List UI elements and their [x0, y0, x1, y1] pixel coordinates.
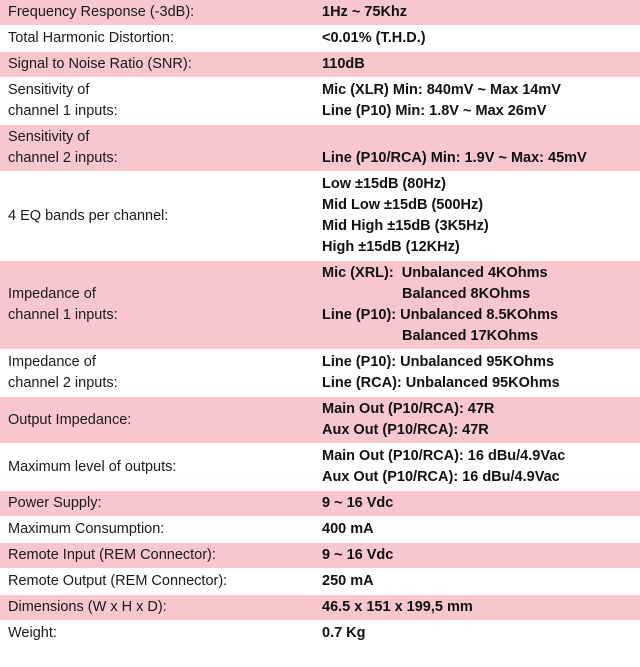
spec-value-line: 250 mA [322, 573, 374, 590]
spec-value-line: <0.01% (T.H.D.) [322, 30, 426, 47]
spec-value-line: 110dB [322, 56, 365, 73]
spec-label-cell [0, 172, 314, 261]
spec-label-cell [0, 26, 314, 52]
spec-value-line: 0.7 Kg [322, 625, 366, 642]
spec-value-line: Mid High ±15dB (3K5Hz) [322, 218, 489, 235]
spec-value-cell [314, 621, 640, 647]
spec-label-line: Sensitivity of [8, 82, 90, 99]
spec-value-line: 1Hz ~ 75Khz [322, 4, 408, 20]
spec-value-line: Balanced 17KOhms [402, 328, 539, 345]
spec-value-line: 9 ~ 16 Vdc [322, 547, 394, 564]
spec-label-line: Sensitivity of [8, 129, 90, 146]
spec-label-line: 4 EQ bands per channel: [8, 207, 169, 224]
spec-value-line: Mic (XRL): Unbalanced 4KOhms [322, 265, 548, 282]
table-row [0, 491, 640, 517]
spec-label-line: Impedance of [8, 354, 96, 371]
spec-value-cell [314, 517, 640, 543]
table-row [0, 397, 640, 444]
spec-label-cell [0, 517, 314, 543]
spec-value-line: Low ±15dB (80Hz) [322, 176, 446, 193]
table-row [0, 172, 640, 261]
spec-value-line: Mic (XLR) Min: 840mV ~ Max 14mV [322, 82, 561, 99]
spec-label-line: Dimensions (W x H x D): [8, 599, 167, 616]
spec-value-cell [314, 125, 640, 172]
table-row [0, 52, 640, 78]
table-row [0, 569, 640, 595]
spec-value-line: Line (P10): Unbalanced 95KOhms [322, 354, 555, 371]
spec-label-cell [0, 569, 314, 595]
spec-label-line: Weight: [8, 625, 57, 642]
spec-label-cell [0, 52, 314, 78]
spec-label-cell [0, 261, 314, 350]
spec-value-cell [314, 78, 640, 125]
spec-value-line: 400 mA [322, 521, 374, 538]
spec-label-cell [0, 543, 314, 569]
spec-label-line: channel 2 inputs: [8, 375, 118, 392]
spec-value-cell [314, 0, 640, 26]
spec-value-line: Line (P10/RCA) Min: 1.9V ~ Max: 45mV [322, 150, 587, 167]
spec-label-cell [0, 444, 314, 491]
spec-value-line: Mid Low ±15dB (500Hz) [322, 197, 484, 214]
spec-label-line: Maximum level of outputs: [8, 458, 177, 475]
table-row [0, 595, 640, 621]
spec-label-cell [0, 397, 314, 444]
spec-label-line: Power Supply: [8, 495, 102, 512]
table-row [0, 517, 640, 543]
spec-label-line: Frequency Response (-3dB): [8, 4, 195, 20]
spec-label-line: channel 1 inputs: [8, 103, 118, 120]
spec-label-cell [0, 78, 314, 125]
spec-value-line: Line (RCA): Unbalanced 95KOhms [322, 375, 560, 392]
table-row [0, 0, 640, 26]
spec-label-line: Remote Input (REM Connector): [8, 547, 216, 564]
spec-value-line: Balanced 8KOhms [402, 286, 531, 303]
spec-value-line: Line (P10): Unbalanced 8.5KOhms [322, 307, 559, 324]
spec-value-cell [314, 397, 640, 444]
spec-label-line: Remote Output (REM Connector): [8, 573, 228, 590]
spec-label-cell [0, 125, 314, 172]
spec-value-line: High ±15dB (12KHz) [322, 239, 460, 256]
spec-value-line: Main Out (P10/RCA): 16 dBu/4.9Vac [322, 448, 566, 465]
spec-value-cell [314, 491, 640, 517]
spec-label-cell [0, 491, 314, 517]
spec-label-cell [0, 0, 314, 26]
spec-value-cell [314, 261, 640, 350]
table-row [0, 621, 640, 647]
spec-value-line: Main Out (P10/RCA): 47R [322, 401, 495, 418]
spec-value-cell [314, 569, 640, 595]
table-row [0, 543, 640, 569]
spec-value-line: Aux Out (P10/RCA): 16 dBu/4.9Vac [322, 469, 560, 486]
table-row [0, 125, 640, 172]
spec-label-line: Total Harmonic Distortion: [8, 30, 174, 47]
spec-label-line: Output Impedance: [8, 411, 132, 428]
spec-value-line: 9 ~ 16 Vdc [322, 495, 394, 512]
spec-value-cell [314, 350, 640, 397]
spec-label-line: channel 1 inputs: [8, 307, 118, 324]
spec-value-line: 46.5 x 151 x 199,5 mm [322, 599, 473, 616]
spec-label-line: channel 2 inputs: [8, 150, 118, 167]
table-row [0, 444, 640, 491]
table-row [0, 261, 640, 350]
table-row [0, 78, 640, 125]
spec-label-cell [0, 350, 314, 397]
table-row [0, 350, 640, 397]
spec-value-cell [314, 52, 640, 78]
spec-value-cell [314, 172, 640, 261]
spec-label-cell [0, 621, 314, 647]
spec-label-cell [0, 595, 314, 621]
table-row [0, 26, 640, 52]
spec-value-cell [314, 543, 640, 569]
spec-value-line: Aux Out (P10/RCA): 47R [322, 422, 489, 439]
spec-label-line: Impedance of [8, 286, 96, 303]
spec-value-cell [314, 444, 640, 491]
spec-value-line [322, 127, 640, 148]
spec-value-line: Line (P10) Min: 1.8V ~ Max 26mV [322, 103, 547, 120]
spec-value-cell [314, 26, 640, 52]
spec-label-line: Maximum Consumption: [8, 521, 165, 538]
spec-label-line: Signal to Noise Ratio (SNR): [8, 56, 192, 73]
spec-value-cell [314, 595, 640, 621]
